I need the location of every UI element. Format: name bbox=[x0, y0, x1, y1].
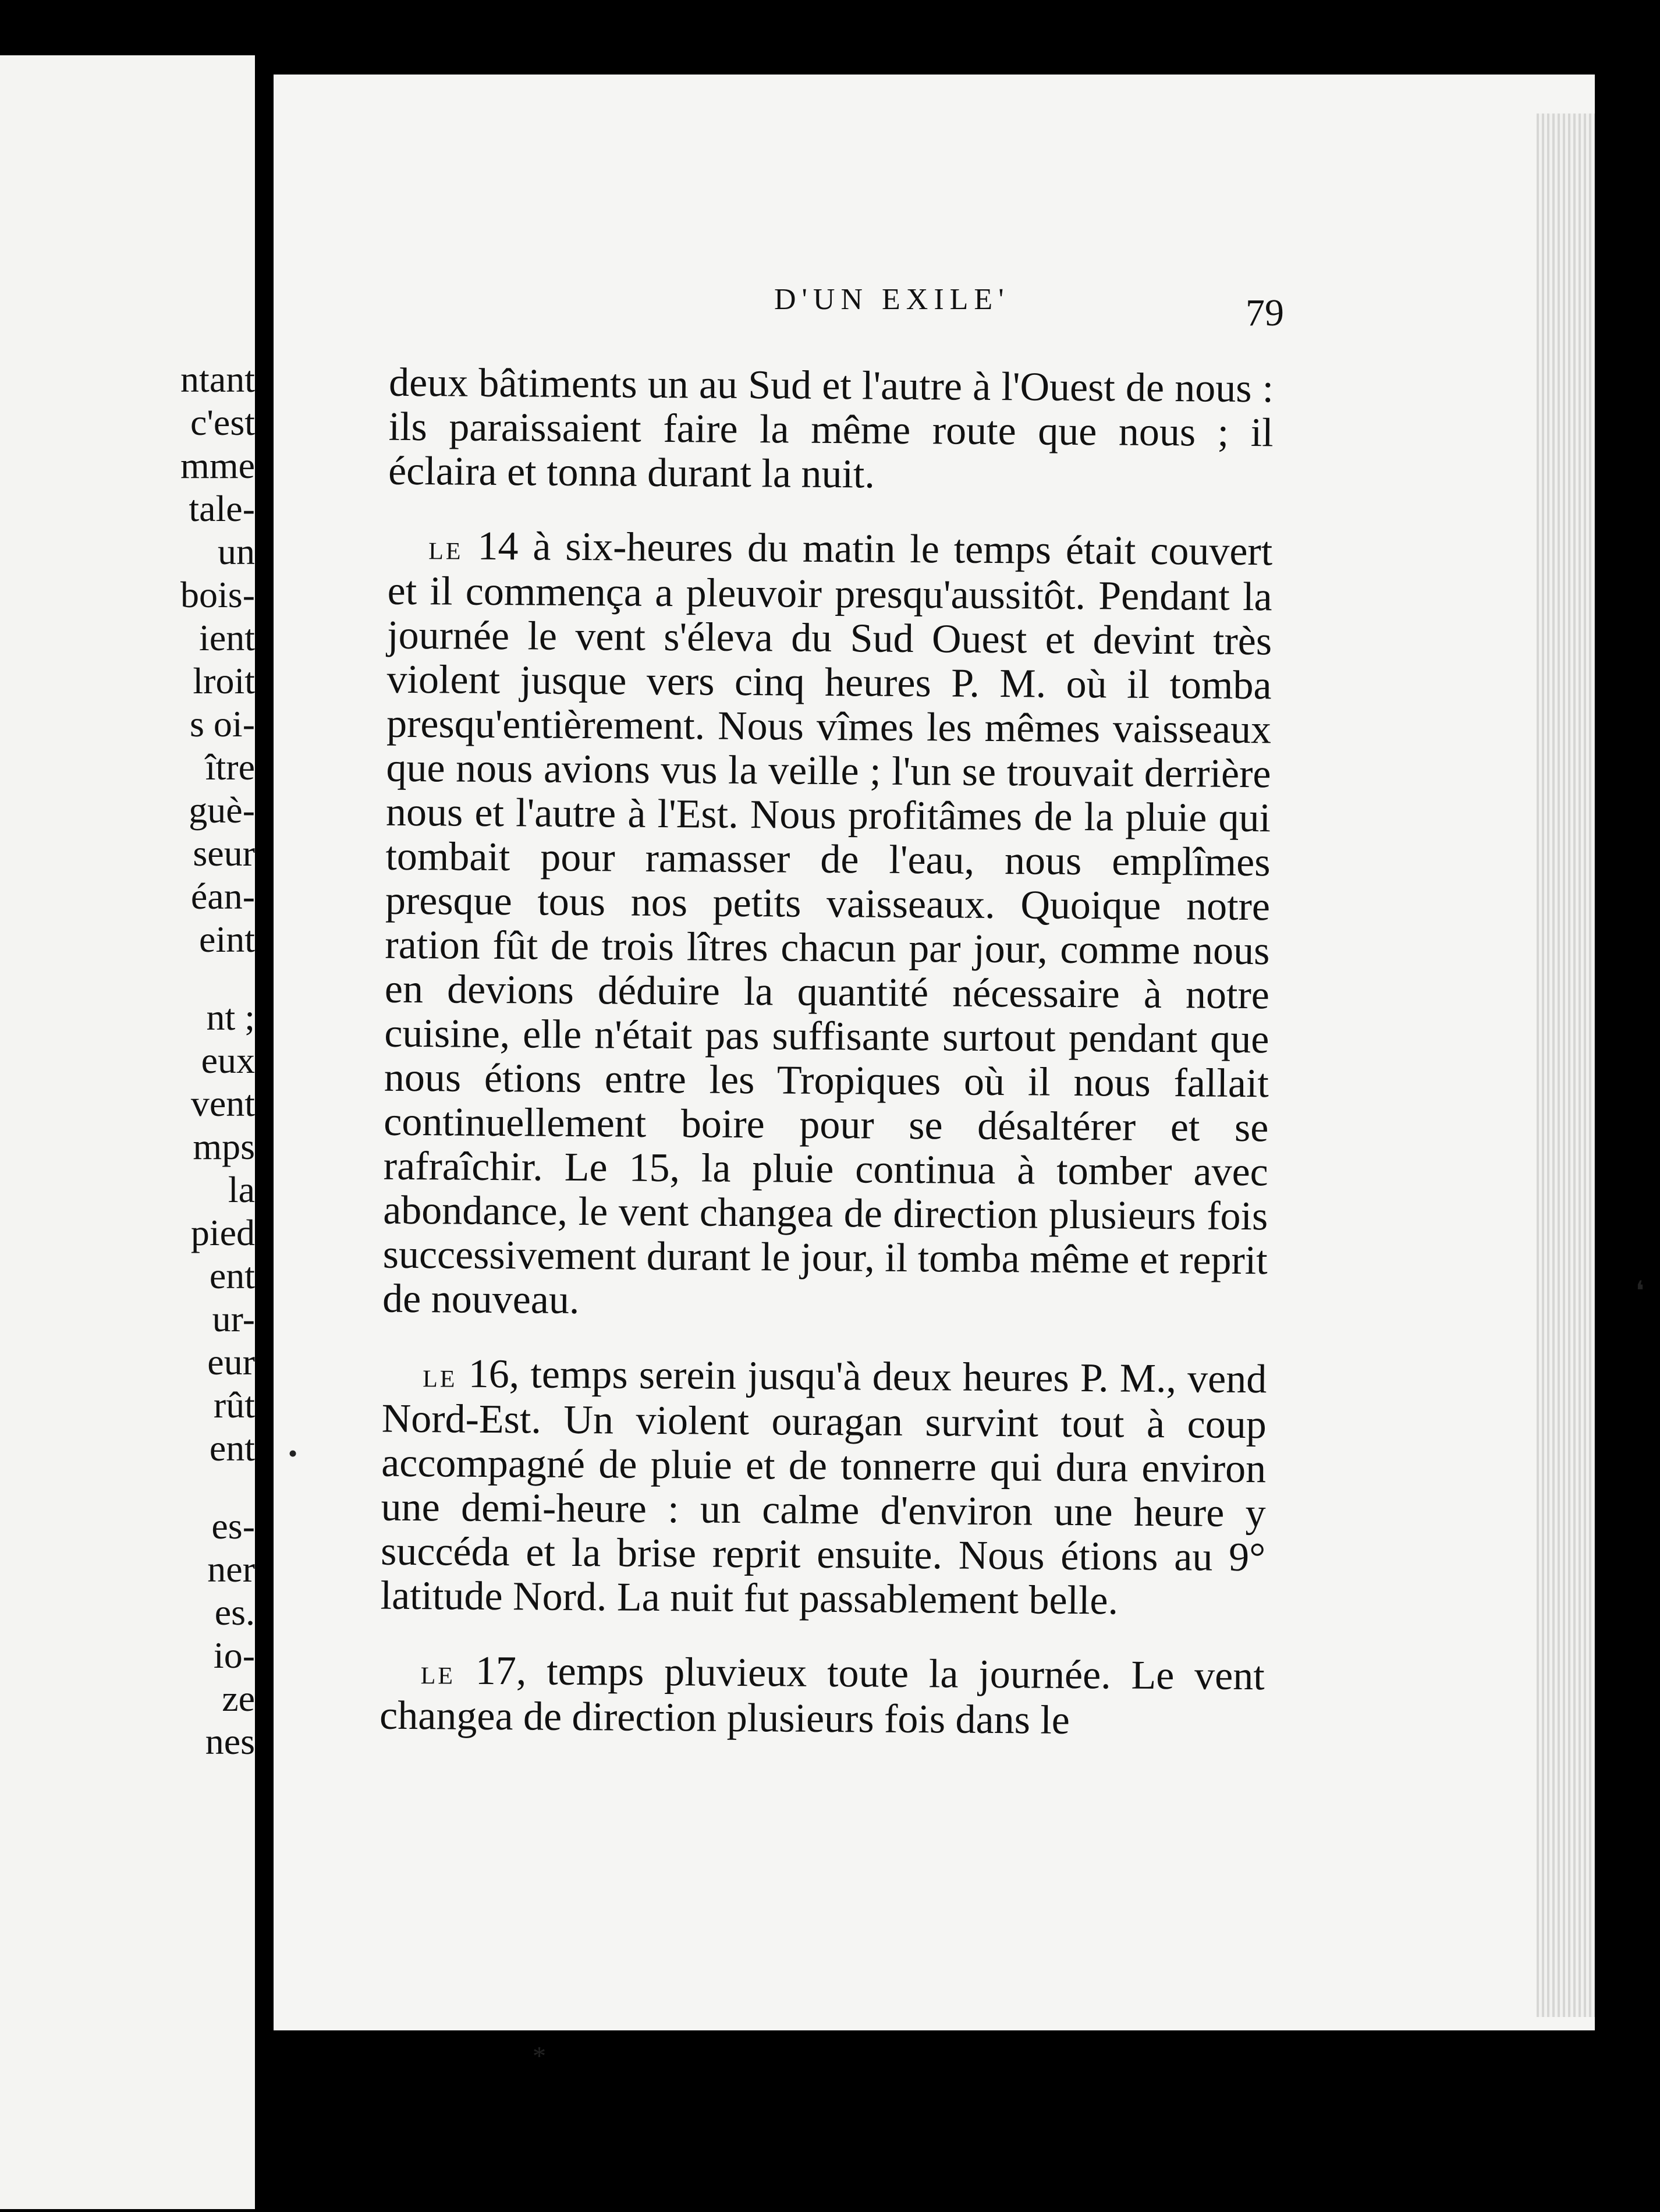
left-page-line: ntant bbox=[180, 359, 255, 400]
left-page-line: es. bbox=[214, 1591, 255, 1633]
left-page-line: bois- bbox=[180, 574, 255, 615]
page-number: 79 bbox=[1246, 292, 1284, 334]
running-head: D'UN EXILE' bbox=[774, 283, 1010, 316]
left-page-line: éan- bbox=[190, 875, 255, 917]
left-page bbox=[0, 55, 255, 2209]
left-page-line: mps bbox=[193, 1126, 255, 1167]
page-edge bbox=[1537, 114, 1595, 2017]
left-page-line bbox=[0, 961, 255, 996]
left-page-line: ent bbox=[209, 1427, 255, 1469]
entry-lead: le bbox=[423, 1356, 457, 1395]
left-page-line: ître bbox=[205, 746, 255, 788]
left-page-line: guè- bbox=[189, 789, 255, 831]
entry-lead: le bbox=[428, 528, 463, 567]
left-page-line: es- bbox=[211, 1505, 255, 1547]
left-page-line: la bbox=[228, 1169, 255, 1210]
margin-mark: • bbox=[288, 1438, 298, 1468]
paragraph: le 14 à six-heures du matin le temps était couvert et il commença a pleuvoir presqu'aussitôt. Pendant la journée le vent s'éleva du Sud Ouest et devint très violent jusque vers cinq heures P. M. où il tomba presqu'entièrement. Nous vîmes les mêmes vaisseaux que nous avions vus la veille ; l'un se trouvait derrière nous et l'autre à l'Est. Nous profitâmes de la pluie qui tombait pour ramasser de l'eau, nous emplîmes presque tous nos petits vaisseaux. Quoique notre ration fût de trois lîtres chacun par jour, comme nous en devions déduire la quantité nécessaire à notre cuisine, elle n'était pas suffisante surtout pendant que nous étions entre les Tropiques où il nous fallait continuellement boire pour se désaltérer et se rafraîchir. Le 15, la pluie continua à tomber avec abondance, le vent changea de direction plusieurs fois successivement durant le jour, il tomba même et reprit de nouveau. bbox=[382, 523, 1273, 1323]
left-page-line: pied bbox=[190, 1212, 255, 1253]
left-page-line: eux bbox=[201, 1040, 255, 1081]
left-page-line: ient bbox=[199, 617, 255, 658]
left-page-line: c'est bbox=[190, 402, 255, 443]
left-page-line: ner bbox=[207, 1548, 255, 1590]
left-page-line: nes bbox=[205, 1721, 255, 1762]
left-page-text bbox=[0, 358, 255, 1763]
left-page-line: nt ; bbox=[206, 997, 255, 1038]
left-page-line bbox=[0, 1470, 255, 1505]
left-page-line: lroit bbox=[193, 660, 255, 701]
paragraph: le 16, temps serein jusqu'à deux heures P. M., vend Nord-Est. Un violent ouragan survint tout à coup accompagné de pluie et de tonnerre qui dura environ une demi-heure : un calme d'environ une heure y succéda et la brise reprit ensuite. Nous étions au 9° latitude Nord. La nuit fut passablement belle. bbox=[380, 1351, 1267, 1623]
entry-lead: le bbox=[420, 1653, 456, 1692]
left-page-line: un bbox=[218, 531, 255, 572]
left-page-line: eint bbox=[199, 919, 255, 960]
left-page-line: s oi- bbox=[190, 703, 255, 745]
left-page-line: rût bbox=[213, 1384, 255, 1426]
left-page-line: ur- bbox=[212, 1298, 255, 1339]
paragraph: deux bâtiments un au Sud et l'autre à l'Ouest de nous : ils paraissaient faire la même route que nous ; il éclaira et tonna durant la nuit. bbox=[388, 360, 1274, 497]
left-page-line: mme bbox=[180, 445, 255, 486]
left-page-line: ent bbox=[209, 1255, 255, 1296]
body-text bbox=[379, 361, 1274, 1775]
left-page-line: ze bbox=[222, 1678, 255, 1719]
paragraph: le 17, temps pluvieux toute la journée. Le vent changea de direction plusieurs fois dans le bbox=[379, 1648, 1265, 1743]
left-page-line: vent bbox=[190, 1083, 255, 1124]
left-page-line: eur bbox=[207, 1341, 255, 1383]
left-page-line: tale- bbox=[189, 488, 255, 529]
margin-mark: ❛ bbox=[1636, 1276, 1644, 1306]
left-page-line: io- bbox=[213, 1635, 255, 1676]
left-page-line: seur bbox=[193, 832, 255, 874]
margin-mark: * bbox=[533, 2041, 546, 2071]
